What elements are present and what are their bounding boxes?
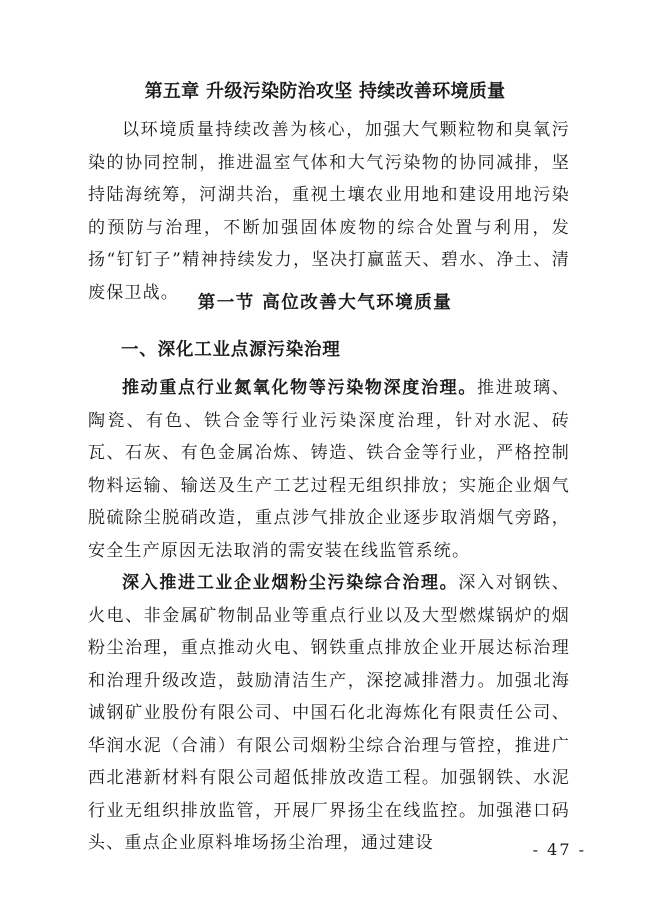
paragraph-text: 推进玻璃、陶瓷、有色、铁合金等行业污染深度治理，针对水泥、砖瓦、石灰、有色金属冶炼、铸造、铁合金等行业，严格控制物料运输、输送及生产工艺过程无组织排放；实施企业烟气脱硫除尘脱硝改造，重点涉气排放企业逐步取消烟气旁路，安全生产原因无法取消的需安装在线监管系统。 (88, 378, 570, 561)
page-number: - 47 - (532, 840, 586, 859)
chapter-title: 第五章 升级污染防治攻坚 持续改善环境质量 (144, 81, 506, 102)
chapter-intro-block (88, 114, 570, 309)
paragraph-dust-treatment (88, 567, 570, 860)
paragraph-lead: 推动重点行业氮氧化物等污染物深度治理。 (122, 378, 478, 398)
subsection-title: 一、深化工业点源污染治理 (121, 340, 341, 360)
section-title: 第一节 高位改善大气环境质量 (197, 293, 453, 313)
paragraph-text: 深入对钢铁、火电、非金属矿物制品业等重点行业以及大型燃煤锅炉的烟粉尘治理，重点推动火电、钢铁重点排放企业开展达标治理和治理升级改造，鼓励清洁生产，深挖减排潜力。加强北海诚钢矿业股份有限公司、中国石化北海炼化有限责任公司、华润水泥（合浦）有限公司烟粉尘综合治理与管控，推进广西北港新材料有限公司超低排放改造工程。加强钢铁、水泥行业无组织排放监管，开展厂界扬尘在线监控。加强港口码头、重点企业原料堆场扬尘治理，通过建设 (88, 573, 570, 853)
paragraph-lead: 深入推进工业企业烟粉尘污染综合治理。 (122, 573, 459, 593)
chapter-intro-paragraph: 以环境质量持续改善为核心，加强大气颗粒物和臭氧污染的协同控制，推进温室气体和大气污染物的协同减排，坚持陆海统筹，河湖共治，重视土壤农业用地和建设用地污染的预防与治理，不断加强固体废物的综合处置与利用，发扬“钉钉子”精神持续发力，坚决打赢蓝天、碧水、净土、清废保卫战。 (88, 120, 570, 303)
paragraph-nox-treatment (88, 372, 570, 567)
subsection-body (88, 372, 570, 860)
